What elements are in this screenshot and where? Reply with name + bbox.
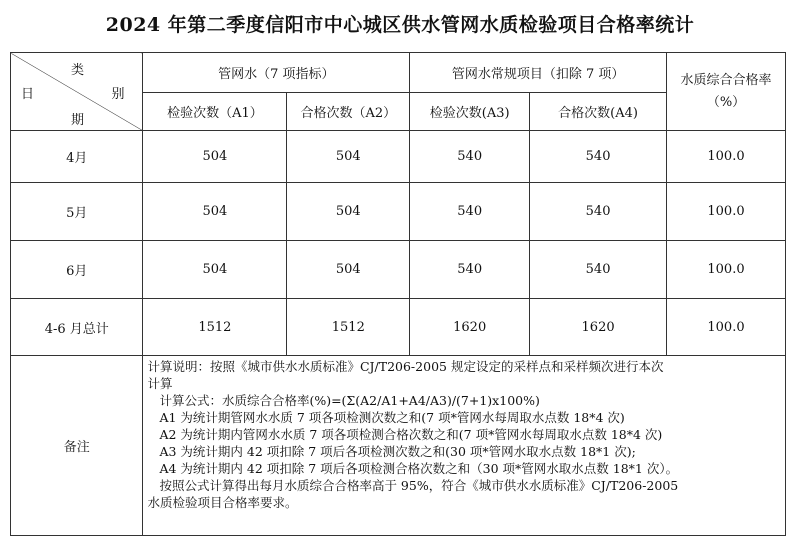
a4-cell: 540 [530, 241, 667, 299]
note-line: A3 为统计期内 42 项扣除 7 项后各项检测次数之和(30 项*管网水取水点数 18*1 次); [159, 444, 636, 459]
corner-ri: 日 [21, 87, 35, 102]
period-cell: 4月 [11, 131, 143, 183]
a3-cell: 540 [410, 131, 530, 183]
corner-lei: 类 [71, 63, 85, 78]
note-line: 水质检验项目合格率要求。 [147, 495, 298, 510]
a4-header: 合格次数(A4) [530, 93, 667, 131]
statistics-table [10, 52, 786, 536]
note-line: 计算 [147, 376, 173, 391]
a3-header: 检验次数(A3) [410, 93, 530, 131]
table-row [11, 299, 786, 356]
a3-cell: 1620 [410, 299, 530, 356]
rate-header: 水质综合合格率（%） [667, 53, 786, 131]
note-line: A1 为统计期管网水水质 7 项各项检测次数之和(7 项*管网水每周取水点数 18*4 次) [159, 410, 625, 425]
a1-header: 检验次数（A1） [143, 93, 287, 131]
rate-cell: 100.0 [667, 241, 786, 299]
note-line: 按照公式计算得出每月水质综合合格率高于 95%，符合《城市供水水质标准》CJ/T206-2005 [159, 478, 679, 493]
page-title: 2024 年第二季度信阳市中心城区供水管网水质检验项目合格率统计 [105, 14, 695, 36]
group2-header: 管网水常规项目（扣除 7 项） [410, 53, 667, 93]
table-row [11, 241, 786, 299]
a4-cell: 1620 [530, 299, 667, 356]
group1-header: 管网水（7 项指标） [143, 53, 410, 93]
a2-cell: 504 [287, 241, 410, 299]
a1-cell: 504 [143, 241, 287, 299]
a4-cell: 540 [530, 183, 667, 241]
a2-cell: 504 [287, 131, 410, 183]
note-line: A2 为统计期内管网水水质 7 项各项检测合格次数之和(7 项*管网水每周取水点数 18*4 次) [159, 427, 663, 442]
rate-cell: 100.0 [667, 183, 786, 241]
table-row [11, 131, 786, 183]
a2-cell: 1512 [287, 299, 410, 356]
table-row [11, 183, 786, 241]
period-cell: 6月 [11, 241, 143, 299]
a4-cell: 540 [530, 131, 667, 183]
a1-cell: 1512 [143, 299, 287, 356]
period-cell: 5月 [11, 183, 143, 241]
notes-cell [143, 356, 786, 536]
rate-cell: 100.0 [667, 299, 786, 356]
period-cell: 4-6 月总计 [11, 299, 143, 356]
rate-cell: 100.0 [667, 131, 786, 183]
a2-cell: 504 [287, 183, 410, 241]
note-line: A4 为统计期内 42 项扣除 7 项后各项检测合格次数之和（30 项*管网水取水点数 18*1 次）。 [159, 461, 679, 476]
a1-cell: 504 [143, 183, 287, 241]
a1-cell: 504 [143, 131, 287, 183]
corner-header [11, 53, 143, 131]
a3-cell: 540 [410, 183, 530, 241]
a2-header: 合格次数（A2） [287, 93, 410, 131]
note-line: 计算公式：水质综合合格率(%)=(Σ(A2/A1+A4/A3)/(7+1)x100%) [159, 393, 540, 408]
corner-bie: 别 [111, 87, 125, 102]
corner-qi: 期 [71, 113, 85, 128]
notes-label: 备注 [11, 356, 143, 536]
note-line: 计算说明：按照《城市供水水质标准》CJ/T206-2005 规定设定的采样点和采样频次进行本次 [147, 359, 664, 374]
a3-cell: 540 [410, 241, 530, 299]
